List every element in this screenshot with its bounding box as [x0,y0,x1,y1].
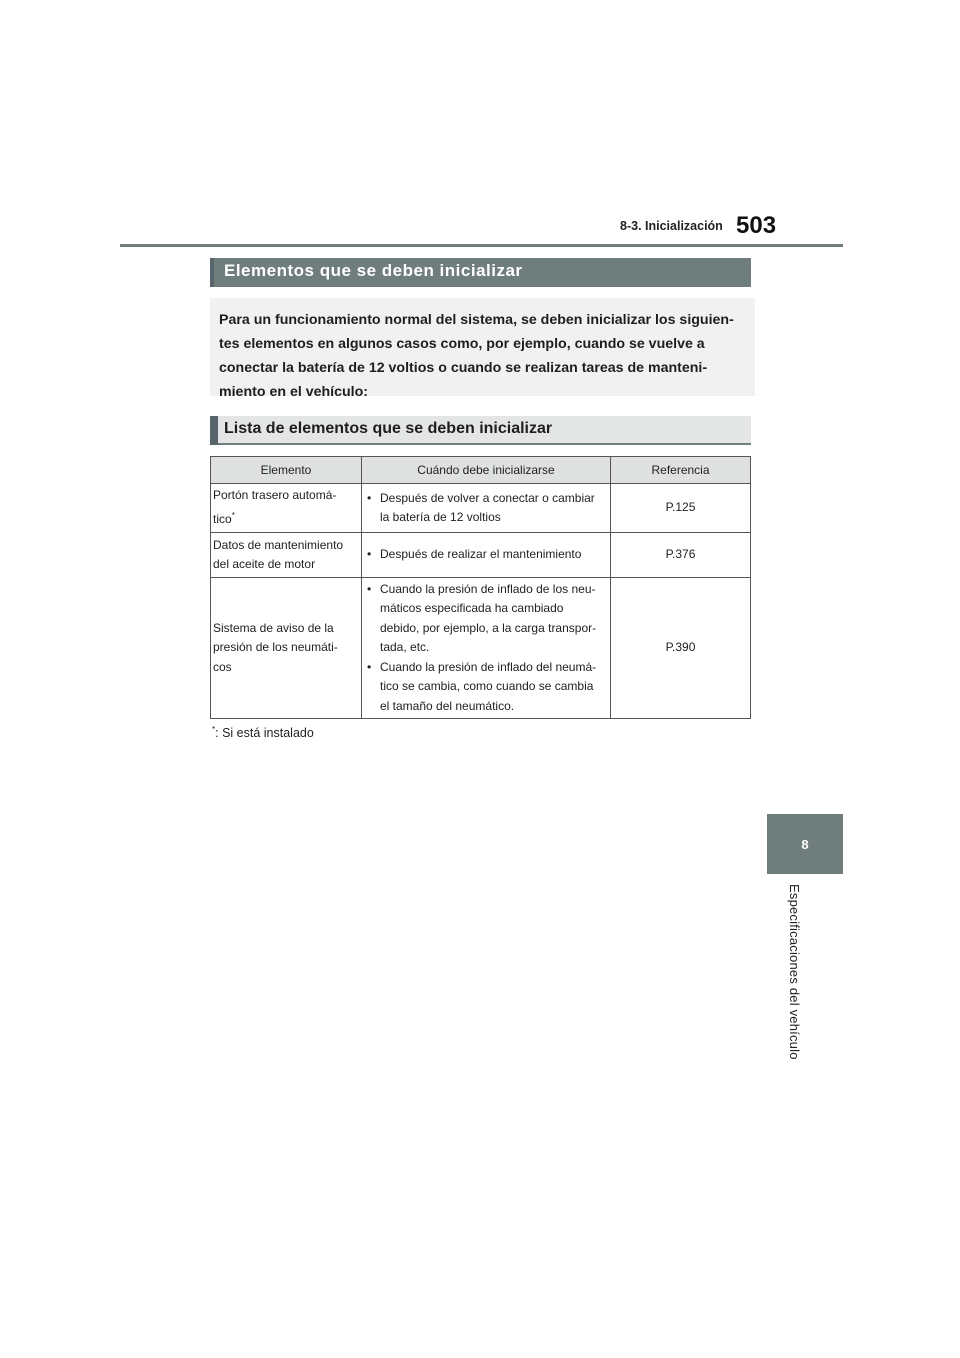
bullet-dot: • [367,490,372,505]
table-cell-when [362,484,611,533]
table-row [211,578,751,719]
bullet-item [366,658,606,717]
cell-line: Cuando la presión de inflado de los neu- [380,581,596,596]
table-cell-element [211,578,362,719]
page-number: 503 [736,212,777,239]
cell-line: Después de realizar el mantenimiento [380,547,582,562]
bullet-item [366,545,606,565]
footnote-mark: * [212,725,216,734]
header-rule [120,244,843,247]
cell-line: la batería de 12 voltios [380,510,501,524]
bullet-dot: • [367,659,372,674]
table-cell-reference: P.376 [611,533,751,578]
table-cell-when [362,533,611,578]
subsection-accent [210,416,218,445]
cell-line: Cuando la presión de inflado del neumá- [380,659,597,674]
chapter-label: Especificaciones del vehículo [787,884,802,1060]
table-cell-reference: P.125 [611,484,751,533]
intro-line: miento en el vehículo: [219,384,368,400]
cell-line: Después de volver a conectar o cambiar [380,490,595,505]
intro-line: tes elementos en algunos casos como, por ejemplo, cuando se vuelve a [219,336,705,352]
table-cell-element [211,484,362,533]
section-label: 8-3. Inicialización [620,219,723,233]
table-row [211,533,751,578]
column-header-when: Cuándo debe inicializarse [362,457,611,484]
table-cell-reference: P.390 [611,578,751,719]
table-cell-element [211,533,362,578]
footnote-mark: * [231,510,235,520]
subsection-title: Lista de elementos que se deben inicializar [210,416,751,445]
column-header-reference: Referencia [611,457,751,484]
cell-line: debido, por ejemplo, a la carga transpor- [380,620,597,635]
cell-line: Sistema de aviso de la [213,620,334,635]
bullet-item [366,580,606,658]
cell-line: máticos especificada ha cambiado [380,601,564,616]
cell-line: presión de los neumáti- [213,640,338,655]
bullet-dot: • [367,581,372,596]
cell-line: tico se cambia, como cuando se cambia [380,679,594,694]
table-header-row [211,457,751,484]
cell-line: cos [213,659,232,674]
table-row [211,484,751,533]
table-cell-when [362,578,611,719]
chapter-tab: 8 [767,814,843,874]
footnote-text: : Si está instalado [215,726,314,741]
section-title: Elementos que se deben inicializar [210,258,751,287]
footnote [212,725,314,740]
cell-line: Datos de mantenimiento [213,537,344,552]
cell-line [213,506,359,530]
initialization-table [210,456,751,719]
cell-line: tada, etc. [380,640,430,655]
intro-box [210,298,755,400]
bullet-dot: • [367,547,372,562]
intro-line: conectar la batería de 12 voltios o cuando se realizan tareas de manteni- [219,360,708,376]
cell-line: el tamaño del neumático. [380,698,515,713]
cell-text: tico [213,511,232,526]
intro-line: Para un funcionamiento normal del sistema, se deben inicializar los siguien- [219,312,734,328]
bullet-item [366,489,606,528]
cell-line: Portón trasero automá- [213,488,337,502]
cell-line: del aceite de motor [213,557,316,571]
column-header-element: Elemento [211,457,362,484]
